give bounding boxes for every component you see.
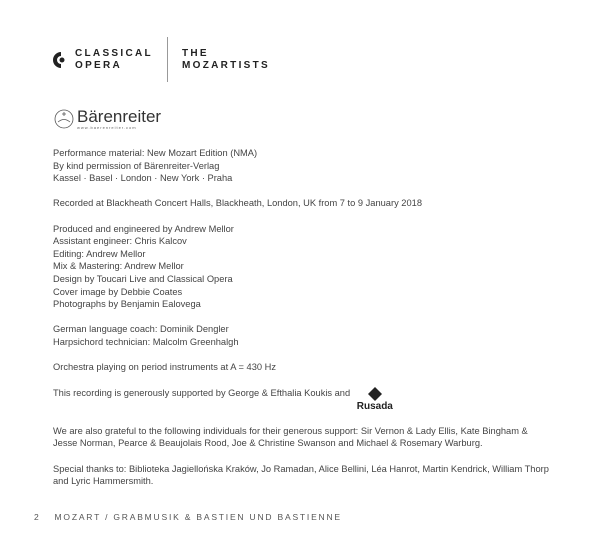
credit-line: Produced and engineered by Andrew Mellor [53, 223, 234, 234]
logo-divider [167, 37, 168, 82]
classical-opera-mark-icon [53, 52, 67, 68]
credit-line: Mix & Mastering: Andrew Mellor [53, 261, 184, 272]
barenreiter-logo [54, 108, 161, 130]
edition-credits [53, 147, 553, 185]
credit-line: German language coach: Dominik Dengler [53, 324, 229, 335]
credit-line: Cover image by Debbie Coates [53, 286, 183, 297]
rusada-logo [357, 386, 393, 412]
production-credits [53, 223, 553, 311]
recording-info: Recorded at Blackheath Concert Halls, Blackheath, London, UK from 7 to 9 January 2018 [53, 198, 422, 209]
coaching-credits [53, 323, 553, 348]
credit-line: Assistant engineer: Chris Kalcov [53, 236, 187, 247]
credit-line: Editing: Andrew Mellor [53, 248, 146, 259]
credits [53, 147, 553, 500]
instruments-info: Orchestra playing on period instruments at A = 430 Hz [53, 362, 276, 373]
credit-line: Performance material: New Mozart Edition (NMA) [53, 148, 258, 158]
barenreiter-url: www.baerenreiter.com [77, 125, 137, 130]
credit-line: Design by Toucari Live and Classical Opera [53, 273, 233, 284]
rusada-name: Rusada [356, 401, 393, 413]
grateful-text: We are also grateful to the following individuals for their generous support: Sir Vernon & Lady Ellis, Kate Bingham & Jesse Norman, Pearce & Beaujolais Rood, Joe & Christine Swanson and Michael & Rosemary Warburg. [53, 425, 528, 449]
classical-opera-logo [53, 48, 153, 72]
running-title: MOZART / GRABMUSIK & BASTIEN UND BASTIENNE [54, 512, 342, 522]
support-text: This recording is generously supported by George & Efthalia Koukis and [53, 388, 351, 399]
credit-line: By kind permission of Bärenreiter-Verlag [53, 160, 220, 171]
credit-line: Harpsichord technician: Malcolm Greenhalgh [53, 336, 239, 347]
logo-text: THE [182, 48, 209, 59]
page-footer [34, 512, 342, 522]
page-number: 2 [34, 512, 41, 522]
barenreiter-name: Bärenreiter [77, 107, 162, 126]
barenreiter-bear-icon [54, 109, 74, 129]
rusada-diamond-icon [367, 386, 383, 402]
logo-text: MOZARTISTS [182, 60, 270, 71]
credit-line: Photographs by Benjamin Ealovega [53, 299, 201, 310]
thanks-text: Special thanks to: Biblioteka Jagiellońska Kraków, Jo Ramadan, Alice Bellini, Léa Hanrot, Martin Kendrick, William Thorp and Lyric Hammersmith. [53, 463, 549, 487]
logo-text: OPERA [75, 60, 123, 71]
logo-text: CLASSICAL [75, 48, 153, 59]
mozartists-logo [182, 48, 270, 72]
support-info [53, 386, 553, 412]
credit-line: Kassel · Basel · London · New York · Praha [53, 173, 233, 184]
